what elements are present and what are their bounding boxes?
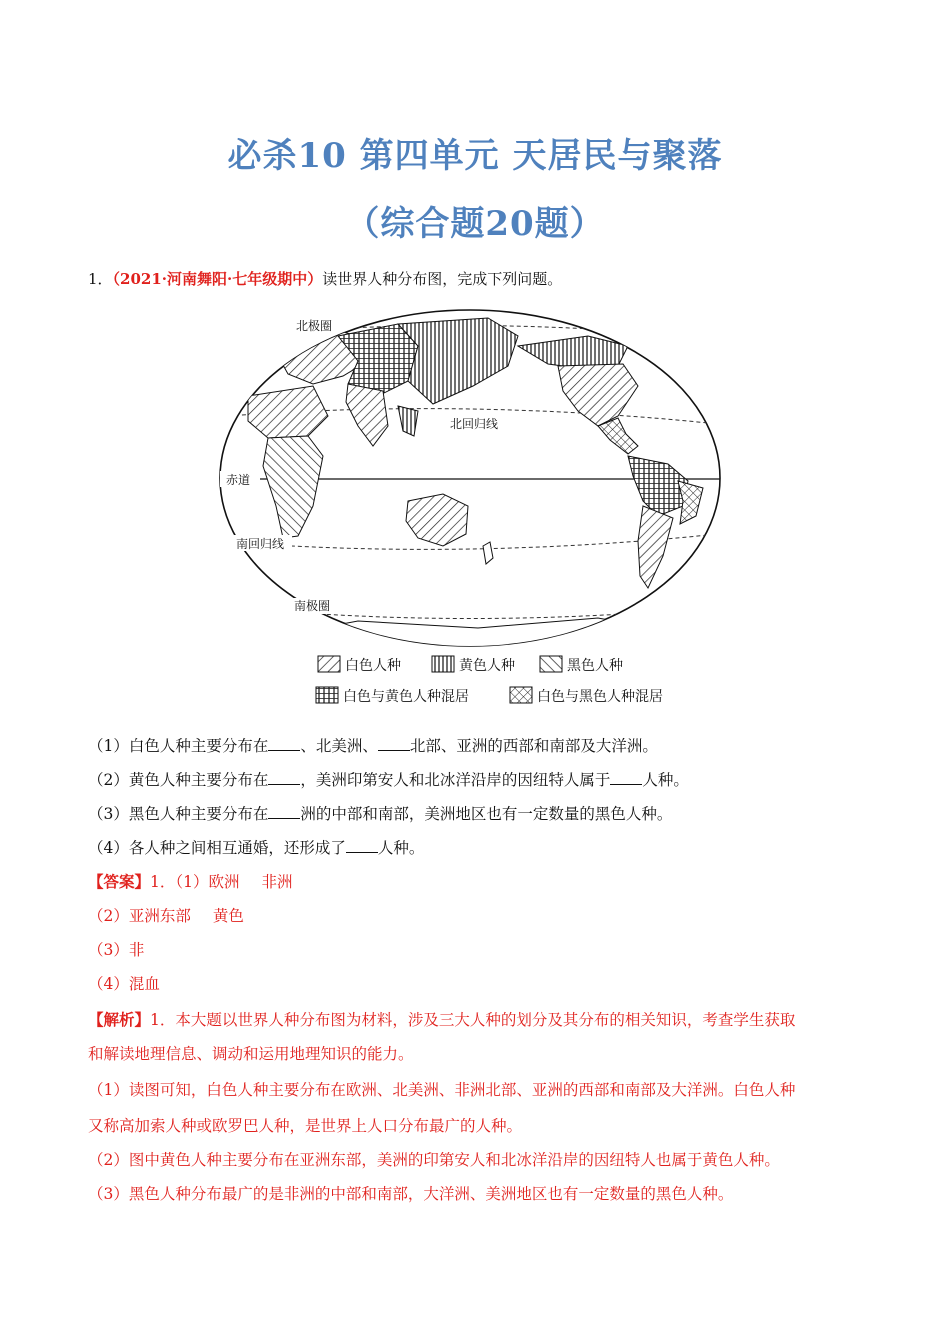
page-title: 必杀10 第四单元 天居民与聚落 [227,136,723,176]
sub-question-4: （4）各人种之间相互通婚，还形成了 人种。 [88,839,425,857]
label-equator: 赤道 [226,473,251,487]
analysis-line-1: 【解析】1．本大题以世界人种分布图为材料，涉及三大人种的划分及其分布的相关知识，考查学生获取 [88,1010,796,1029]
blank[interactable] [610,770,642,785]
map-legend [316,656,663,704]
blank[interactable] [268,804,300,819]
legend-white-black: 白色与黑色人种混居 [537,688,663,704]
blank[interactable] [268,770,300,785]
question-1 [88,268,562,289]
analysis-line-2: 和解读地理信息、调动和运用地理知识的能力。 [88,1045,414,1063]
legend-black: 黑色人种 [567,657,623,673]
answer-line-3: （3）非 [88,941,145,959]
analysis-tag: 【解析】 [88,1010,151,1029]
label-tropic-capricorn: 南回归线 [236,537,285,551]
label-arctic-circle: 北极圈 [296,319,333,333]
answer-line-1: 【答案】1．（1）欧洲 非洲 [88,872,293,891]
question-prompt: 读世界人种分布图，完成下列问题。 [322,270,563,288]
label-tropic-cancer: 北回归线 [450,417,499,431]
page-subtitle: （综合题20题） [345,204,605,244]
legend-white-yellow: 白色与黄色人种混居 [343,688,469,704]
world-race-map [218,306,722,714]
analysis-line-5: （2）图中黄色人种主要分布在亚洲东部，美洲的印第安人和北冰洋沿岸的因纽特人也属于黄色人种。 [88,1151,780,1169]
answer-tag: 【答案】 [88,872,151,891]
legend-white: 白色人种 [345,657,401,673]
blank[interactable] [268,736,300,751]
sub-question-2: （2）黄色人种主要分布在 ，美洲印第安人和北冰洋沿岸的因纽特人属于 人种。 [88,771,689,789]
blank[interactable] [378,736,410,751]
sub-question-1: （1）白色人种主要分布在 、北美洲、 北部、亚洲的西部和南部及大洋洲。 [88,737,658,755]
blank[interactable] [346,838,378,853]
question-number: 1． [88,270,113,288]
label-antarctic-circle: 南极圈 [294,599,331,613]
analysis-line-6: （3）黑色人种分布最广的是非洲的中部和南部，大洋洲、美洲地区也有一定数量的黑色人种。 [88,1185,734,1203]
question-source: （2021·河南舞阳·七年级期中） [112,270,323,288]
analysis-line-4: 又称高加索人种或欧罗巴人种，是世界上人口分布最广的人种。 [88,1117,523,1135]
sub-question-3: （3）黑色人种主要分布在 洲的中部和南部，美洲地区也有一定数量的黑色人种。 [88,805,673,823]
legend-yellow: 黄色人种 [459,657,515,673]
answer-line-4: （4）混血 [88,975,160,993]
analysis-line-3: （1）读图可知，白色人种主要分布在欧洲、北美洲、非洲北部、亚洲的西部和南部及大洋洲。白色人种 [88,1081,796,1099]
answer-line-2: （2）亚洲东部 黄色 [88,907,244,925]
